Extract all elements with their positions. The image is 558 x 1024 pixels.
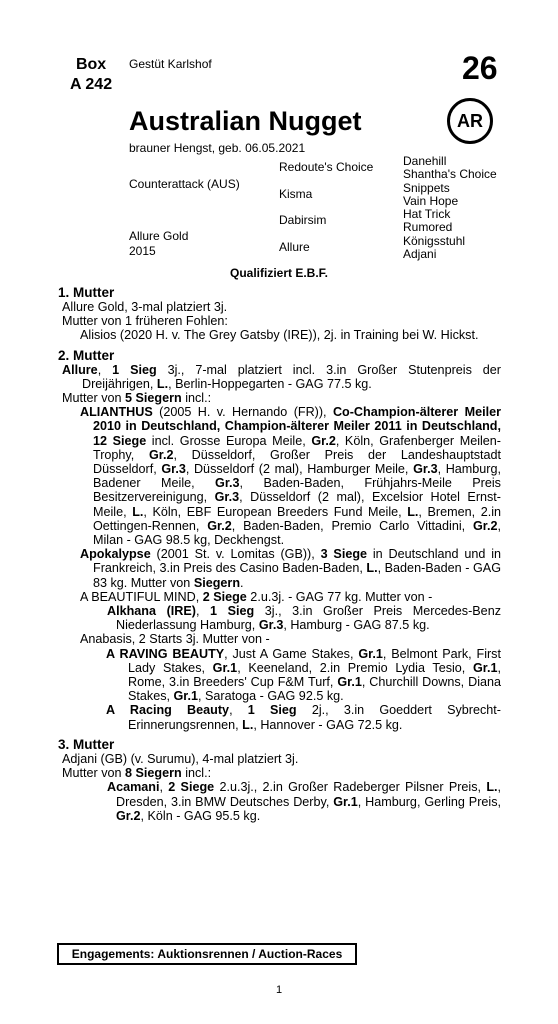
produce-entry-apokalypse: Apokalypse (2001 St. v. Lomitas (GB)), 3 Siege in Deutschland und in Frankreich, 3.in Preis des Casino Baden-Baden, L., Baden-Baden - GAG 83 kg. Mutter von Siegern. [80,547,502,590]
horse-name: Australian Nugget [129,106,362,136]
pedigree-gen3: Danehill [403,154,447,168]
ar-badge: AR [447,98,493,144]
page-number: 1 [275,984,283,996]
dam-produce-header: Mutter von 1 früheren Fohlen: [62,314,228,329]
horse-description: brauner Hengst, geb. 06.05.2021 [129,141,306,155]
pedigree-gen3: Rumored [403,220,453,234]
box-title: Box [75,56,107,73]
pedigree-gen3: Hat Trick [403,207,451,221]
qualification: Qualifiziert E.B.F. [229,266,328,280]
engagements-box: Engagements: Auktionsrennen / Auction-Races [57,943,357,965]
section-heading: 3. Mutter [58,736,115,752]
granddam-produce-header: Mutter von 5 Siegern incl.: [62,391,212,406]
foal-entry: Alisios (2020 H. v. The Grey Gatsby (IRE)), 2j. in Training bei W. Hickst. [80,328,479,343]
section-heading: 1. Mutter [58,285,115,300]
produce-entry-raving-beauty: A RAVING BEAUTY, Just A Game Stakes, Gr.1, Belmont Park, First Lady Stakes, Gr.1, Keeneland, 2.in Premio Lydia Tesio, Gr.1, Rome, 3.in Breeders' Cup F&M Turf, Gr.1, Churchill Downs, Diana Stakes, Gr.1, Saratoga - GAG 92.5 kg. [106,646,502,704]
catalogue-text [58,285,501,823]
third-dam-produce-header: Mutter von 8 Siegern incl.: [62,766,212,781]
pedigree-gen3: Königsstuhl [403,234,466,248]
consignor: Gestüt Karlshof [129,57,212,71]
pedigree-gen2: Redoute's Choice [279,160,374,174]
produce-entry-beautiful-mind: A BEAUTIFUL MIND, 2 Siege 2.u.3j. - GAG 77 kg. Mutter von - [80,589,433,604]
produce-entry-anabasis: Anabasis, 2 Starts 3j. Mutter von - [80,632,270,647]
granddam-record: Allure, 1 Sieg 3j., 7-mal platziert incl. 3.in Großer Stutenpreis der Dreijährigen, L., Berlin-Hoppegarten - GAG 77.5 kg. [62,362,501,391]
pedigree-dam: Allure Gold [129,229,189,243]
pedigree-sire: Counterattack (AUS) [129,177,240,191]
pedigree-gen3: Adjani [403,247,437,261]
pedigree-dam-year: 2015 [129,244,156,258]
produce-entry-acamani: Acamani, 2 Siege 2.u.3j., 2.in Großer Radeberger Pilsner Preis, L., Dresden, 3.in BMW Deutsches Derby, Gr.1, Hamburg, Gerling Preis, Gr.2, Köln - GAG 95.5 kg. [107,780,502,823]
pedigree-gen2: Allure [279,240,310,254]
produce-entry-alkhana: Alkhana (IRE), 1 Sieg 3j., 3.in Großer Preis Mercedes-Benz Niederlassung Hamburg, Gr.3, Hamburg - GAG 87.5 kg. [107,604,501,633]
produce-entry-alianthus: ALIANTHUS (2005 H. v. Hernando (FR)), Co-Champion-älterer Meiler 2010 in Deutschland, Champion-älterer Meiler 2011 in Deutschland, 12 Siege incl. Grosse Europa Meile, Gr.2, Köln, Grafenberger Meilen-Trophy, Gr.2, Düsseldorf, Großer Preis der Landeshauptstadt Düsseldorf, Gr.3, Düsseldorf (2 mal), Hamburger Meile, Gr.3, Hamburg, Badener Meile, Gr.3, Baden-Baden, Frühjahrs-Meile Preis Besitzervereinigung, Gr.3, Düsseldorf (2 mal), Excelsior Hotel Ernst-Meile, L., Köln, EBF European Breeders Fund Meile, L., Bremen, 2.in Oettingen-Rennen, Gr.2, Baden-Baden, Premio Carlo Vittadini, Gr.2, Milan - GAG 98.5 kg, Deckhengst. [80,405,502,548]
pedigree-gen3: Shantha's Choice [403,167,497,181]
pedigree-gen3: Snippets [403,181,450,195]
lot-number: 26 [462,50,498,86]
box-number: A 242 [70,76,113,93]
section-heading: 2. Mutter [58,347,115,363]
pedigree-gen2: Kisma [279,187,313,201]
pedigree-gen3: Vain Hope [403,194,459,208]
pedigree-gen2: Dabirsim [279,213,327,227]
dam-record: Allure Gold, 3-mal platziert 3j. [62,300,228,314]
produce-entry-racing-beauty: A Racing Beauty, 1 Sieg 2j., 3.in Goeddert Sybrecht-Erinnerungsrennen, L., Hannover - GAG 72.5 kg. [106,703,501,732]
third-dam-record: Adjani (GB) (v. Surumu), 4-mal platziert 3j. [62,751,299,766]
box-label [70,55,112,95]
